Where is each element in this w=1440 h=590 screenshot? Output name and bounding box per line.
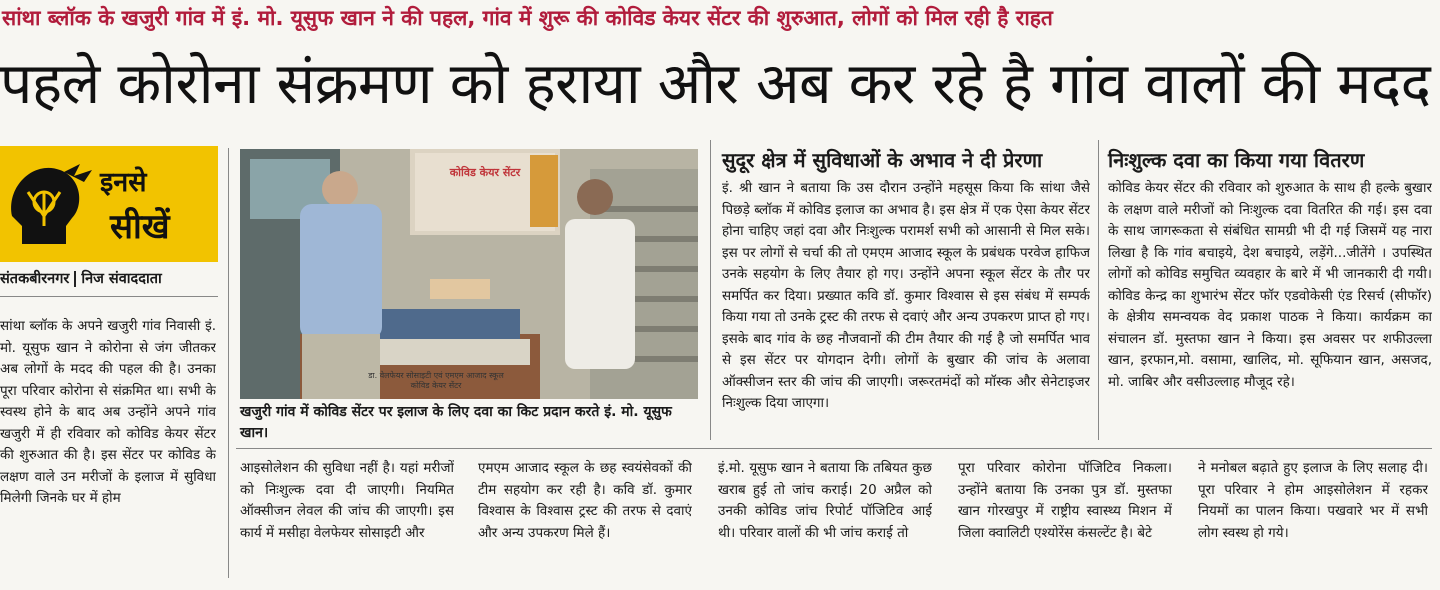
column-rule xyxy=(1098,140,1099,440)
bottom-column-1-text: आइसोलेशन की सुविधा नहीं है। यहां मरीजों को निःशुल्क दवा दी जाएगी। नियमित ऑक्सीजन लेवल की जांच की जाएगी। इस कार्य में मसीहा वेलफेयर सोसाइटी और xyxy=(240,460,454,541)
table-board xyxy=(336,371,536,391)
banner-text: कोविड केयर सेंटर xyxy=(449,166,521,179)
section1-body xyxy=(722,178,1090,440)
left-column-text: सांथा ब्लॉक के अपने खजुरी गांव निवासी इं. मो. यूसुफ खान ने कोरोना से जंग जीतकर अब लोगों के मदद की पहल की है। उनका पूरा परिवार कोरोना से संक्रमित था। सभी के स्वस्थ होने के बाद अब उन्होंने अपने गांव खजुरी में ही रविवार को कोविड केयर सेंटर की शुरुआत की है। इस सेंटर पर कोविड के लक्षण वाले उन मरीजों के इलाज में सुविधा मिलेगी जिनके घर में होम xyxy=(0,318,216,506)
reporter: निज संवाददाता xyxy=(81,271,162,287)
dateline-place: संतकबीरनगर xyxy=(0,271,70,287)
news-photo xyxy=(240,149,698,399)
logo-line1: इनसे xyxy=(100,167,147,198)
bottom-column-4-text: पूरा परिवार कोरोना पॉजिटिव निकला। उन्होंने बताया कि उनका पुत्र डॉ. मुस्तफा खान गोरखपुर में राष्ट्रीय स्वास्थ्य मिशन में जिला क्वालिटी एश्योरेंस कंसल्टेंट है। बेटे xyxy=(958,460,1172,541)
insase-seekhen-logo xyxy=(0,146,218,262)
column-rule xyxy=(228,148,229,578)
section2-heading: निःशुल्क दवा का किया गया वितरण xyxy=(1108,148,1365,172)
bottom-column-4 xyxy=(958,458,1172,582)
left-column xyxy=(0,316,216,578)
bottom-column-2-text: एमएम आजाद स्कूल के छह स्वयंसेवकों की टीम सहयोग कर रही है। कवि डॉ. कुमार विश्वास के विश्वास ट्रस्ट की तरफ से दवाएं और अन्य उपकरण मिले हैं। xyxy=(478,460,692,541)
main-headline: पहले कोरोना संक्रमण को हराया और अब कर रहे है गांव वालों की मदद xyxy=(0,51,1431,117)
bulb-head-icon xyxy=(4,156,100,256)
logo-line2: सीखें xyxy=(110,207,170,247)
section2-text: कोविड केयर सेंटर की रविवार को शुरुआत के साथ ही हल्के बुखार के लक्षण वाले मरीजों को निःशुल्क दवा वितरित की गई। इस दवा के साथ जागरूकता से संबंधित सामग्री भी दी गई जिसमें यह नारा लिखा है कि गांव बचाइये, देश बचाइये, लड़ेंगे...जीतेंगे । उपस्थित लोगों को कोविड समुचित व्यवहार के बारे में भी जानकारी दी गयी। कोविड केन्द्र का शुभारंभ सेंटर फॉर एडवोकेसी एंड रिसर्च (सीफॉर) के क्षेत्रीय समन्वयक वेद प्रकाश पाठक ने किया। कार्यक्रम का संचालन डॉ. मुस्तफा खान ने किया। इस अवसर पर शफीउल्ला खान, इरफान,मो. वसामा, खालिद, मो. सूफियान खान, असजद, मो. जाबिर और वसीउल्लाह मौजूद रहे। xyxy=(1108,180,1432,390)
byline-separator xyxy=(74,271,76,287)
section1-text: इं. श्री खान ने बताया कि उस दौरान उन्होंने महसूस किया कि सांथा जैसे पिछड़े ब्लॉक में कोविड इलाज का अभाव है। इस क्षेत्र में एक ऐसा केयर सेंटर होना चाहिए जहां दवा और निःशुल्क परामर्श सभी को आसानी से मिल सके। इस पर लोगों से चर्चा की तो एमएम आजाद स्कूल के प्रबंधक परवेज हाफिज उनके सहयोग के लिए तैयार हो गए। उन्होंने अपना स्कूल सेंटर के तौर पर समर्पित कर दिया। प्रख्यात कवि डॉ. कुमार विश्वास से इस संबंध में सम्पर्क किया गया तो उनके ट्रस्ट की तरफ से दवाएं और अन्य उपकरण प्राप्त हो गए। इसके बाद गांव के छह नौजवानों की टीम तैयार की गई है जो समर्पित भाव से इस सेंटर पर योगदान देगी। लोगों के बुखार की जांच के अलावा ऑक्सीजन स्तर की जांच की जाएगी। जरूरतमंदों को मॉस्क और सेनेटाइजर निःशुल्क दिया जाएगा। xyxy=(722,180,1090,411)
section2-body xyxy=(1108,178,1432,440)
bottom-column-1 xyxy=(240,458,454,582)
bottom-column-3-text: इं.मो. यूसुफ खान ने बताया कि तबियत कुछ खराब हुई तो जांच कराई। 20 अप्रैल को उनकी कोविड जांच रिपोर्ट पॉजिटिव आई थी। परिवार वालों की भी जांच कराई तो xyxy=(718,460,932,541)
section-rule xyxy=(236,448,1432,449)
table-board-line1: डा. वेलफेयर सोसाइटी एवं एमएम आजाद स्कूल xyxy=(368,371,504,380)
byline-rule xyxy=(0,296,218,297)
kicker-headline: सांथा ब्लॉक के खजुरी गांव में इं. मो. यूसुफ खान ने की पहल, गांव में शुरू की कोविड केयर सेंटर की शुरुआत, लोगों को मिल रही है राहत xyxy=(2,6,1053,30)
section1-heading: सुदूर क्षेत्र में सुविधाओं के अभाव ने दी प्रेरणा xyxy=(722,148,1043,172)
bottom-column-3 xyxy=(718,458,932,582)
column-rule xyxy=(710,140,711,440)
bottom-column-2 xyxy=(478,458,692,582)
byline xyxy=(0,268,218,288)
photo-caption: खजुरी गांव में कोविड सेंटर पर इलाज के लिए दवा का किट प्रदान करते इं. मो. यूसुफ खान। xyxy=(240,404,672,441)
bottom-column-5-text: ने मनोबल बढ़ाते हुए इलाज के लिए सलाह दी। पूरा परिवार ने होम आइसोलेशन में रहकर नियमों का पालन किया। पखवारे भर में सभी लोग स्वस्थ हो गये। xyxy=(1198,460,1428,541)
table-board-line2: कोविड केयर सेंटर xyxy=(410,381,462,390)
photo-illustration xyxy=(240,149,698,399)
bottom-column-5 xyxy=(1198,458,1428,582)
